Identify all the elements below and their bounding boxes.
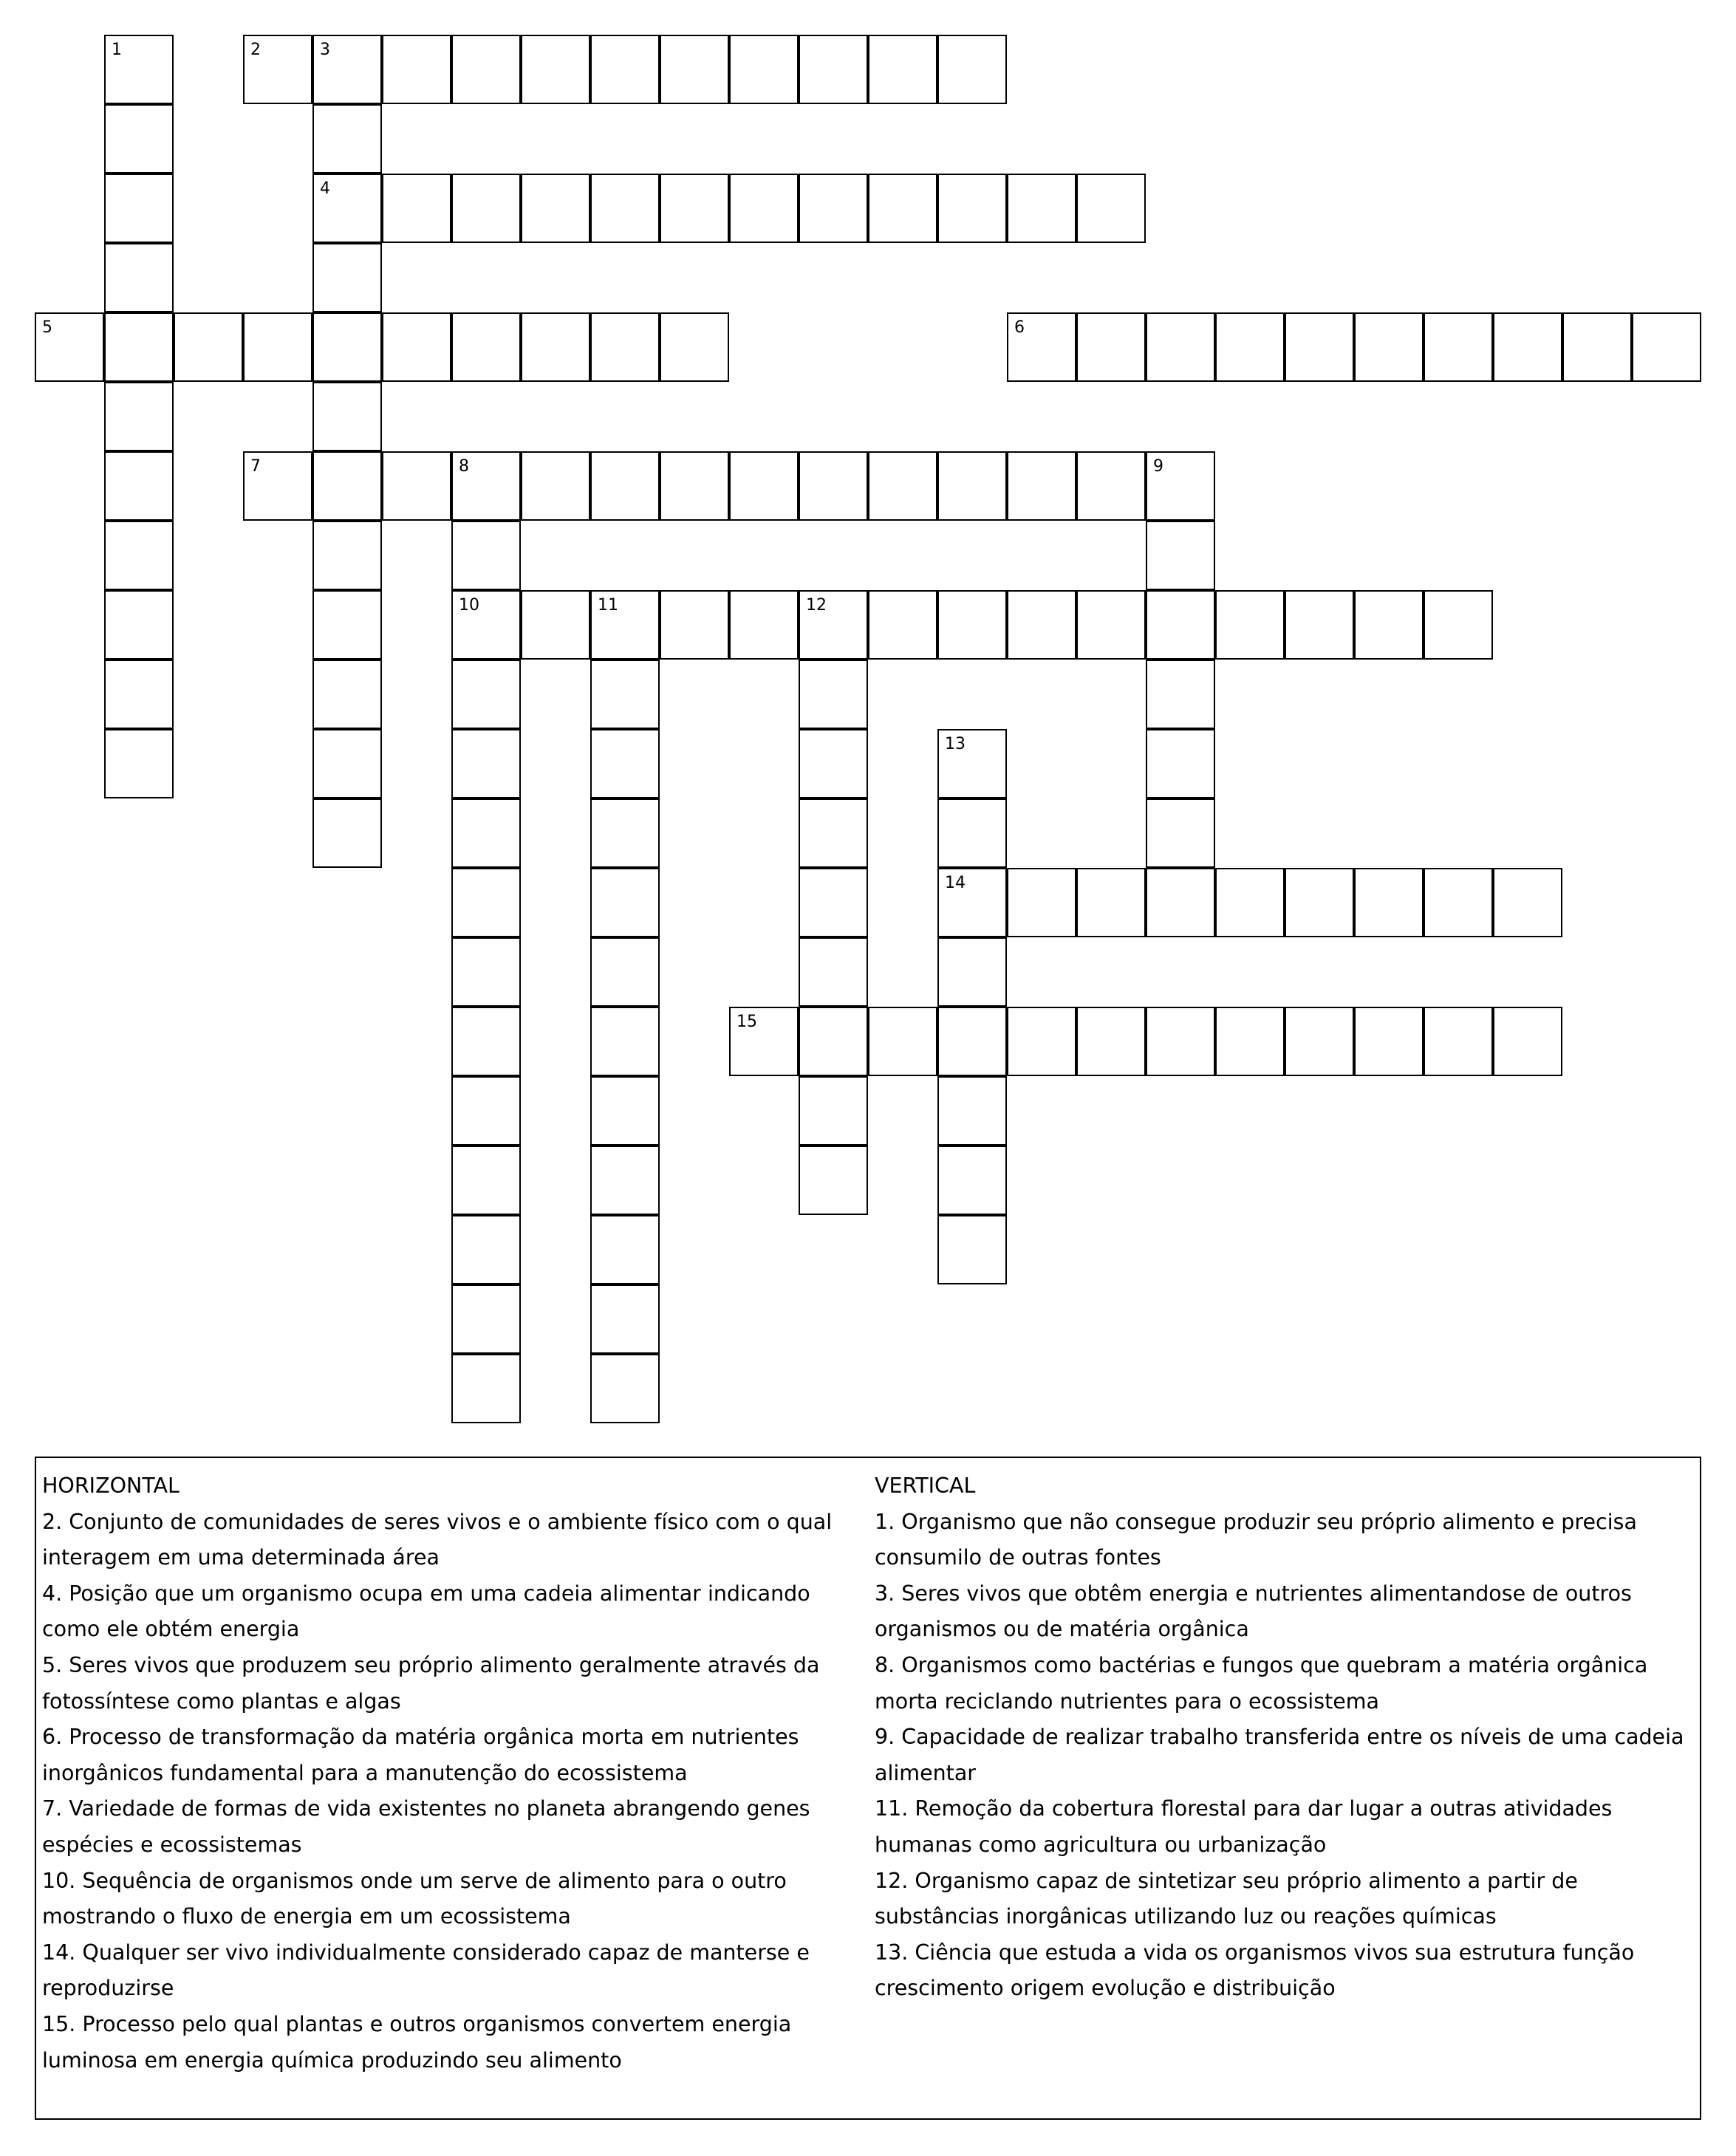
grid-cell[interactable] — [799, 35, 868, 104]
grid-cell[interactable] — [799, 174, 868, 243]
grid-cell[interactable] — [937, 1215, 1007, 1284]
grid-cell[interactable] — [451, 35, 521, 104]
grid-cell[interactable] — [1354, 868, 1424, 937]
clue-vertical-1: 1. Organismo que não consegue produzir seu próprio alimento e precisa consumilo de outras fontes — [875, 1509, 1637, 1570]
clue-vertical-8: 8. Organismos como bactérias e fungos que quebram a matéria orgânica morta reciclando nutrientes para o ecossistema — [875, 1652, 1648, 1714]
cell-number: 7 — [250, 457, 261, 476]
grid-cell[interactable] — [590, 1215, 660, 1284]
grid-cell[interactable] — [174, 312, 243, 382]
cell-number: 15 — [737, 1013, 757, 1031]
grid-cell[interactable] — [868, 35, 937, 104]
cell-number: 5 — [42, 318, 52, 337]
grid-cell[interactable] — [35, 312, 104, 382]
grid-cell[interactable] — [799, 1146, 868, 1215]
grid-cell[interactable] — [104, 35, 174, 104]
grid-cell[interactable] — [521, 451, 590, 521]
cell-number: 14 — [945, 874, 966, 892]
grid-cell[interactable] — [799, 590, 868, 660]
grid-cell[interactable] — [451, 660, 521, 729]
cell-number: 11 — [598, 596, 618, 615]
grid-cell[interactable] — [382, 312, 451, 382]
grid-cell[interactable] — [451, 1284, 521, 1354]
grid-cell[interactable] — [1146, 729, 1215, 798]
grid-cell[interactable] — [799, 868, 868, 937]
grid-cell[interactable] — [451, 590, 521, 660]
cell-number: 13 — [945, 735, 966, 753]
grid-cell[interactable] — [312, 590, 382, 660]
clue-horizontal-4: 4. Posição que um organismo ocupa em uma cadeia alimentar indicando como ele obtém energia — [42, 1581, 810, 1642]
grid-cell[interactable] — [312, 35, 382, 104]
grid-cell[interactable] — [1146, 798, 1215, 868]
grid-cell[interactable] — [1424, 868, 1493, 937]
grid-cell[interactable] — [868, 590, 937, 660]
grid-cell[interactable] — [1493, 312, 1562, 382]
grid-cell[interactable] — [104, 243, 174, 312]
grid-cell[interactable] — [868, 174, 937, 243]
grid-cell[interactable] — [799, 451, 868, 521]
grid-cell[interactable] — [799, 1076, 868, 1146]
grid-cell[interactable] — [799, 1007, 868, 1076]
grid-cell[interactable] — [729, 35, 799, 104]
clue-vertical-3: 3. Seres vivos que obtêm energia e nutrientes alimentandose de outros organismos ou de matéria orgânica — [875, 1581, 1632, 1642]
cell-number: 3 — [320, 41, 330, 59]
grid-cell[interactable] — [868, 1007, 937, 1076]
grid-cell[interactable] — [1007, 451, 1076, 521]
clue-horizontal-14: 14. Qualquer ser vivo individualmente considerado capaz de manterse e reproduzirse — [42, 1940, 810, 2001]
grid-cell[interactable] — [937, 937, 1007, 1007]
grid-cell[interactable] — [799, 937, 868, 1007]
grid-cell[interactable] — [521, 174, 590, 243]
grid-cell[interactable] — [937, 1007, 1007, 1076]
grid-cell[interactable] — [799, 729, 868, 798]
grid-cell[interactable] — [451, 1076, 521, 1146]
clue-vertical-12: 12. Organismo capaz de sintetizar seu próprio alimento a partir de substâncias inorgânicas utilizando luz ou reações químicas — [875, 1868, 1578, 1929]
grid-cell[interactable] — [1146, 312, 1215, 382]
grid-cell[interactable] — [104, 521, 174, 590]
horizontal-title: HORIZONTAL — [42, 1474, 180, 1498]
grid-cell[interactable] — [729, 174, 799, 243]
grid-cell[interactable] — [312, 521, 382, 590]
grid-cell[interactable] — [1076, 590, 1146, 660]
clue-horizontal-6: 6. Processo de transformação da matéria orgânica morta em nutrientes inorgânicos fundamental para a manutenção do ecossistema — [42, 1725, 799, 1785]
grid-cell[interactable] — [1076, 174, 1146, 243]
grid-cell[interactable] — [382, 35, 451, 104]
grid-cell[interactable] — [312, 451, 382, 521]
clue-vertical-11: 11. Remoção da cobertura florestal para dar lugar a outras atividades humanas como agricultura ou urbanização — [875, 1796, 1613, 1857]
grid-cell[interactable] — [590, 868, 660, 937]
grid-cell[interactable] — [1076, 1007, 1146, 1076]
grid-cell[interactable] — [104, 382, 174, 451]
grid-cell[interactable] — [937, 798, 1007, 868]
clue-vertical-13: 13. Ciência que estuda a vida os organismos vivos sua estrutura função crescimento origem evolução e distribuição — [875, 1940, 1635, 2001]
grid-cell[interactable] — [937, 1146, 1007, 1215]
grid-cell[interactable] — [1146, 451, 1215, 521]
grid-cell[interactable] — [1215, 1007, 1285, 1076]
grid-cell[interactable] — [937, 1076, 1007, 1146]
grid-cell[interactable] — [382, 174, 451, 243]
grid-cell[interactable] — [590, 1284, 660, 1354]
cell-number: 12 — [806, 596, 827, 615]
cell-number: 6 — [1014, 318, 1025, 337]
grid-cell[interactable] — [1007, 868, 1076, 937]
clues-box — [35, 1457, 1701, 2120]
grid-cell[interactable] — [451, 1354, 521, 1423]
grid-cell[interactable] — [451, 174, 521, 243]
grid-cell[interactable] — [1424, 312, 1493, 382]
grid-cell[interactable] — [1146, 1007, 1215, 1076]
grid-cell[interactable] — [104, 174, 174, 243]
grid-cell[interactable] — [104, 451, 174, 521]
grid-cell[interactable] — [1424, 590, 1493, 660]
clue-horizontal-2: 2. Conjunto de comunidades de seres vivos e o ambiente físico com o qual interagem em uma determinada área — [42, 1509, 833, 1570]
grid-cell[interactable] — [104, 312, 174, 382]
grid-cell[interactable] — [1424, 1007, 1493, 1076]
grid-cell[interactable] — [1215, 590, 1285, 660]
grid-cell[interactable] — [451, 729, 521, 798]
grid-cell[interactable] — [312, 174, 382, 243]
grid-cell[interactable] — [521, 312, 590, 382]
grid-cell[interactable] — [660, 590, 729, 660]
grid-cell[interactable] — [937, 35, 1007, 104]
grid-cell[interactable] — [1632, 312, 1701, 382]
grid-cell[interactable] — [312, 104, 382, 174]
clue-horizontal-10: 10. Sequência de organismos onde um serve de alimento para o outro mostrando o fluxo de energia em um ecossistema — [42, 1868, 787, 1929]
clue-horizontal-7: 7. Variedade de formas de vida existentes no planeta abrangendo genes espécies e ecossistemas — [42, 1796, 810, 1857]
grid-cell[interactable] — [1215, 868, 1285, 937]
grid-cell[interactable] — [312, 382, 382, 451]
grid-cell[interactable] — [1285, 312, 1354, 382]
grid-cell[interactable] — [243, 312, 312, 382]
grid-cell[interactable] — [729, 590, 799, 660]
cell-number: 9 — [1153, 457, 1163, 476]
cell-number: 2 — [250, 41, 261, 59]
grid-cell[interactable] — [243, 451, 312, 521]
grid-cell[interactable] — [1354, 1007, 1424, 1076]
grid-cell[interactable] — [660, 312, 729, 382]
grid-cell[interactable] — [590, 1007, 660, 1076]
grid-cell[interactable] — [660, 35, 729, 104]
grid-cell[interactable] — [312, 798, 382, 868]
grid-cell[interactable] — [937, 868, 1007, 937]
grid-cell[interactable] — [1285, 590, 1354, 660]
grid-cell[interactable] — [521, 35, 590, 104]
grid-cell[interactable] — [1007, 1007, 1076, 1076]
grid-cell[interactable] — [451, 798, 521, 868]
grid-cell[interactable] — [451, 1215, 521, 1284]
grid-cell[interactable] — [590, 1354, 660, 1423]
grid-cell[interactable] — [1007, 590, 1076, 660]
cell-number: 1 — [112, 41, 122, 59]
vertical-title: VERTICAL — [875, 1474, 976, 1498]
grid-cell[interactable] — [451, 868, 521, 937]
grid-cell[interactable] — [1146, 590, 1215, 660]
grid-cell[interactable] — [1493, 1007, 1562, 1076]
grid-cell[interactable] — [590, 590, 660, 660]
grid-cell[interactable] — [1146, 868, 1215, 937]
grid-cell[interactable] — [451, 937, 521, 1007]
grid-cell[interactable] — [729, 1007, 799, 1076]
grid-cell[interactable] — [312, 660, 382, 729]
clue-horizontal-15: 15. Processo pelo qual plantas e outros organismos convertem energia luminosa em energia química produzindo seu alimento — [42, 2011, 792, 2073]
grid-cell[interactable] — [590, 937, 660, 1007]
grid-cell[interactable] — [1146, 521, 1215, 590]
grid-cell[interactable] — [937, 174, 1007, 243]
grid-cell[interactable] — [451, 1007, 521, 1076]
horizontal-clues — [42, 1468, 869, 2078]
grid-cell[interactable] — [451, 451, 521, 521]
grid-cell[interactable] — [1076, 312, 1146, 382]
grid-cell[interactable] — [451, 521, 521, 590]
grid-cell[interactable] — [1076, 451, 1146, 521]
grid-cell[interactable] — [937, 729, 1007, 798]
grid-cell[interactable] — [104, 660, 174, 729]
grid-cell[interactable] — [1215, 312, 1285, 382]
cell-number: 4 — [320, 179, 330, 198]
grid-cell[interactable] — [1146, 660, 1215, 729]
grid-cell[interactable] — [590, 174, 660, 243]
grid-cell[interactable] — [590, 35, 660, 104]
grid-cell[interactable] — [660, 451, 729, 521]
grid-cell[interactable] — [1007, 312, 1076, 382]
grid-cell[interactable] — [590, 1076, 660, 1146]
grid-cell[interactable] — [937, 590, 1007, 660]
cell-number: 8 — [459, 457, 469, 476]
grid-cell[interactable] — [937, 451, 1007, 521]
grid-cell[interactable] — [868, 451, 937, 521]
grid-cell[interactable] — [104, 104, 174, 174]
grid-cell[interactable] — [799, 798, 868, 868]
grid-cell[interactable] — [799, 660, 868, 729]
vertical-clues — [875, 1468, 1696, 2007]
grid-cell[interactable] — [1285, 868, 1354, 937]
grid-cell[interactable] — [729, 451, 799, 521]
grid-cell[interactable] — [1007, 174, 1076, 243]
grid-cell[interactable] — [312, 312, 382, 382]
grid-cell[interactable] — [590, 729, 660, 798]
grid-cell[interactable] — [1562, 312, 1632, 382]
cell-number: 10 — [459, 596, 479, 615]
grid-cell[interactable] — [1493, 868, 1562, 937]
grid-cell[interactable] — [1354, 312, 1424, 382]
grid-cell[interactable] — [521, 590, 590, 660]
grid-cell[interactable] — [590, 1146, 660, 1215]
grid-cell[interactable] — [1285, 1007, 1354, 1076]
grid-cell[interactable] — [104, 590, 174, 660]
grid-cell[interactable] — [1076, 868, 1146, 937]
grid-cell[interactable] — [451, 312, 521, 382]
grid-cell[interactable] — [104, 729, 174, 798]
grid-cell[interactable] — [590, 798, 660, 868]
grid-cell[interactable] — [382, 451, 451, 521]
grid-cell[interactable] — [590, 451, 660, 521]
grid-cell[interactable] — [243, 35, 312, 104]
grid-cell[interactable] — [312, 243, 382, 312]
grid-cell[interactable] — [590, 660, 660, 729]
grid-cell[interactable] — [312, 729, 382, 798]
grid-cell[interactable] — [590, 312, 660, 382]
clue-horizontal-5: 5. Seres vivos que produzem seu próprio alimento geralmente através da fotossíntese como plantas e algas — [42, 1652, 820, 1714]
grid-cell[interactable] — [1354, 590, 1424, 660]
grid-cell[interactable] — [451, 1146, 521, 1215]
clue-vertical-9: 9. Capacidade de realizar trabalho transferida entre os níveis de uma cadeia alimentar — [875, 1725, 1684, 1785]
grid-cell[interactable] — [660, 174, 729, 243]
